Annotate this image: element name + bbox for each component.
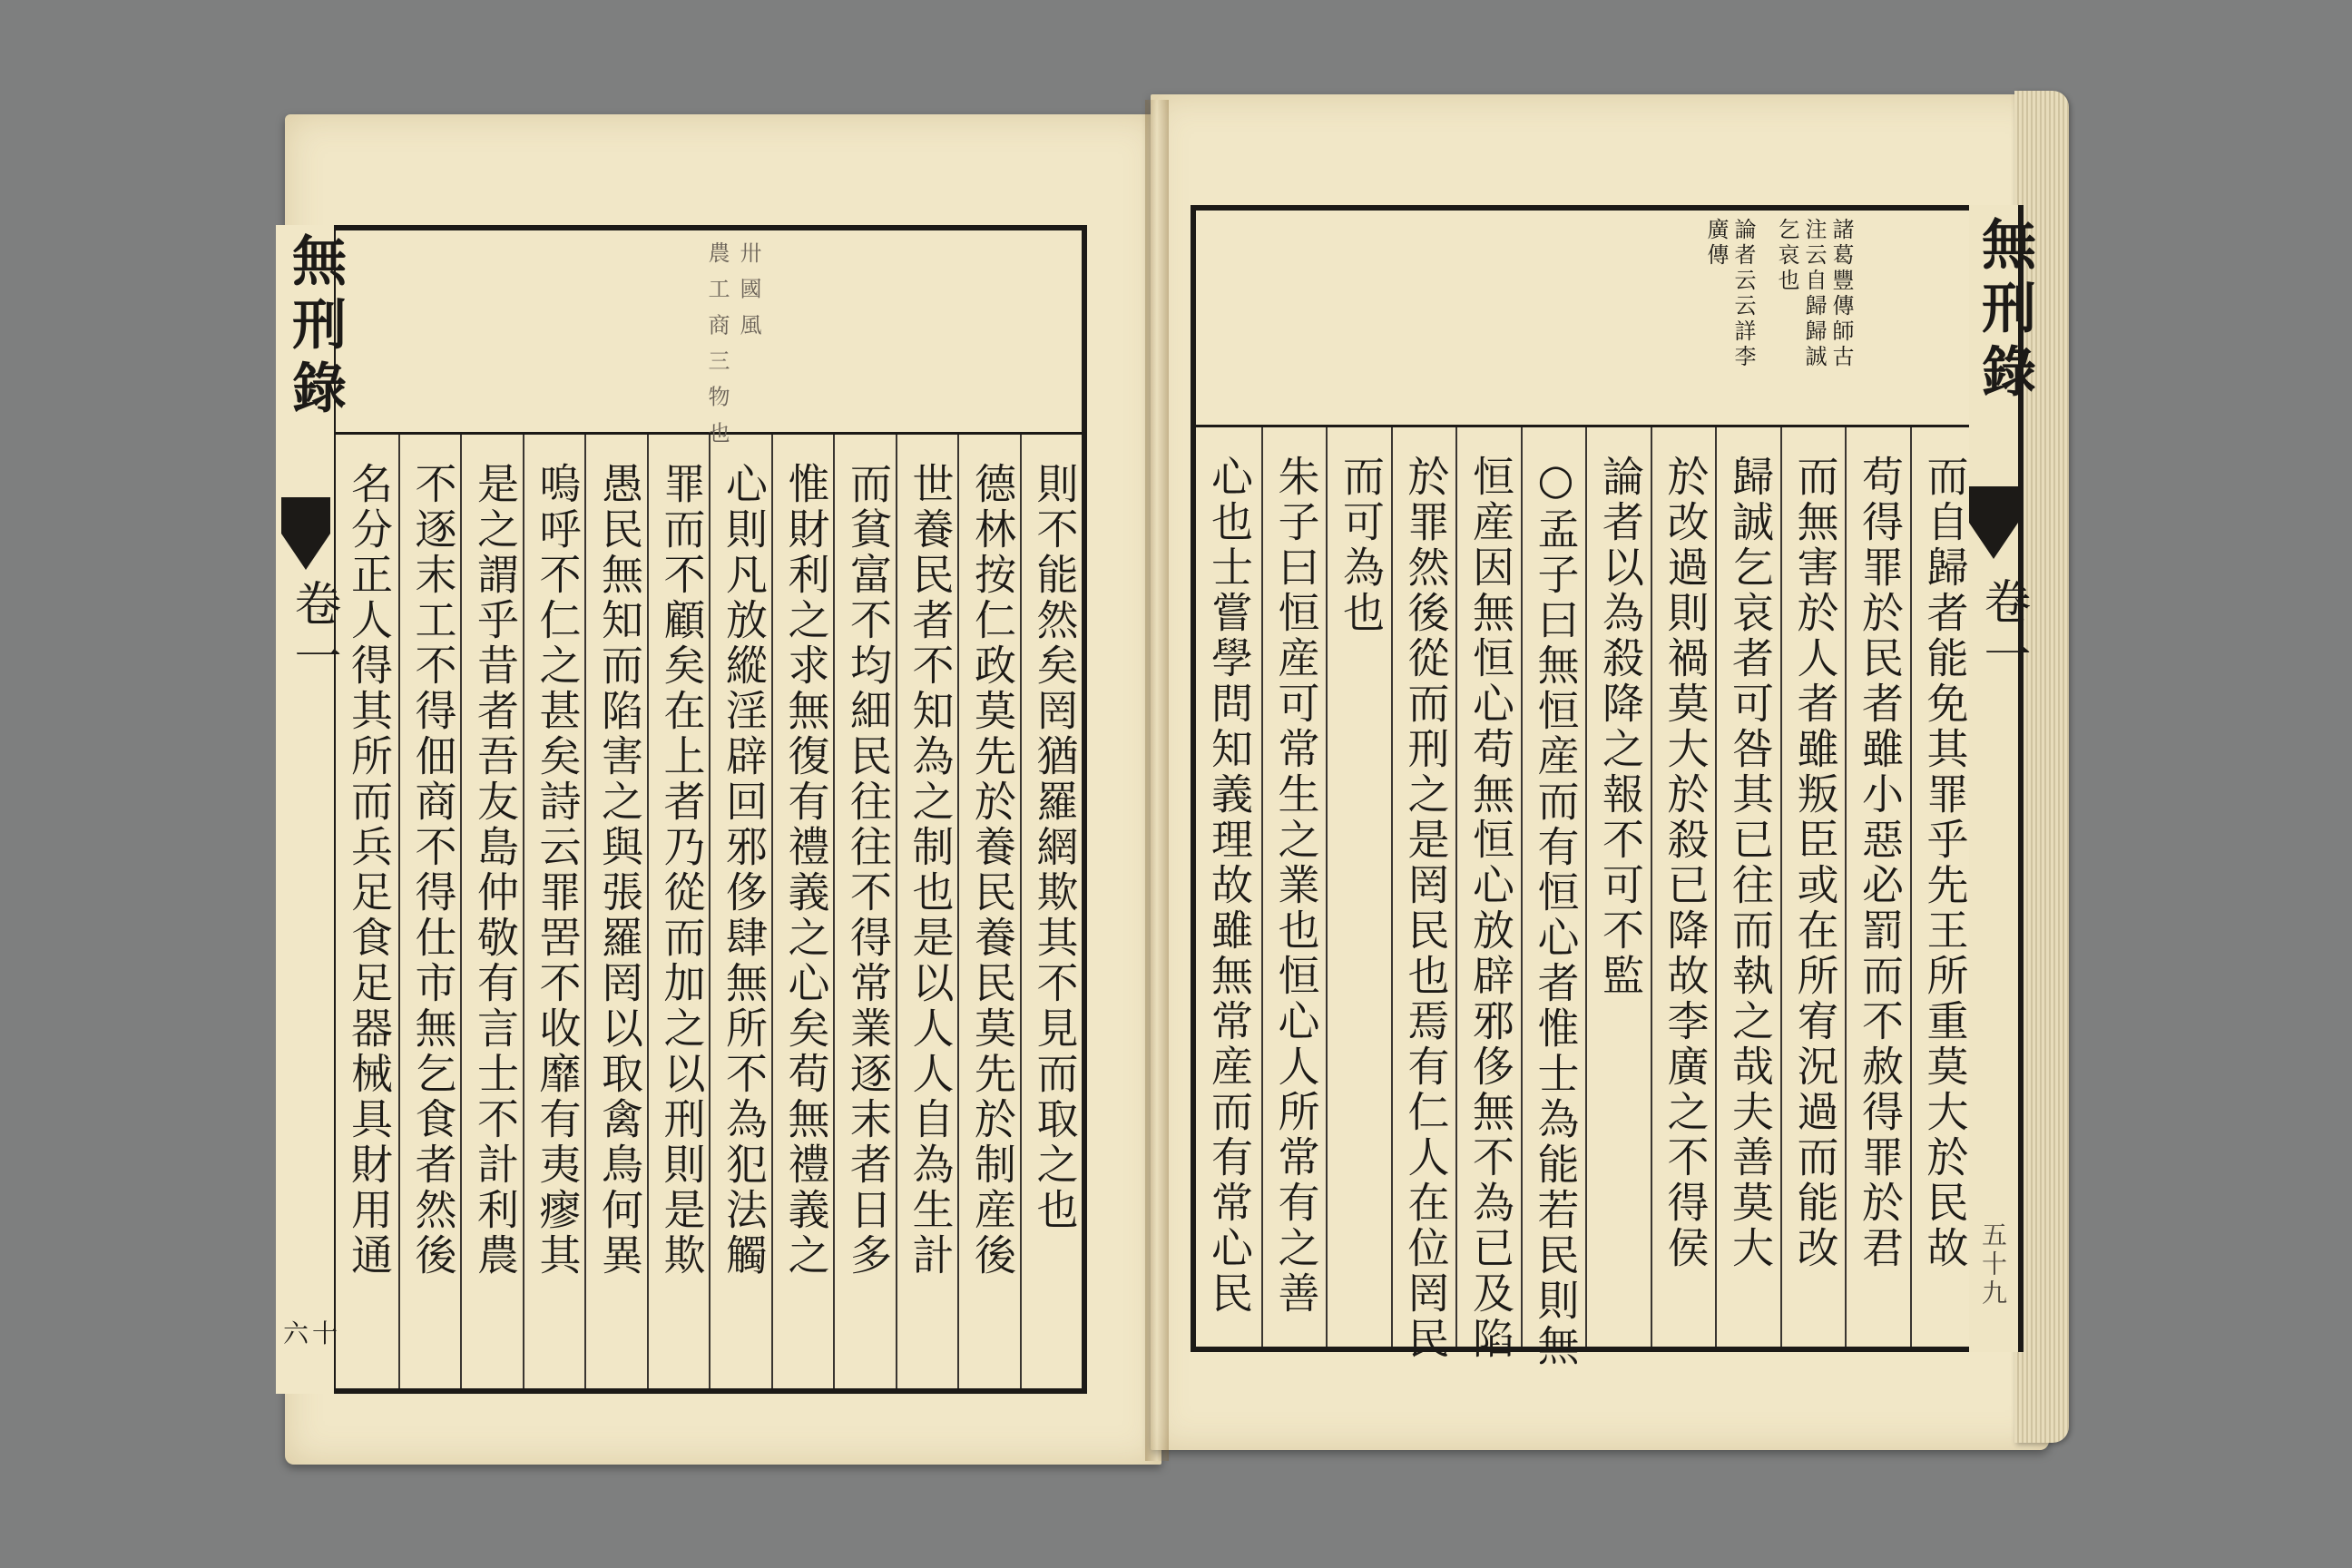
left-page-text-line: 惟財利之求無復有禮義之心矣苟無禮義之 xyxy=(781,462,831,1279)
left-page-column xyxy=(647,435,711,1388)
left-page-column xyxy=(896,435,960,1388)
right-page-text-line: 朱子曰恒産可常生之業也恒心人所常有之善 xyxy=(1271,455,1321,1317)
left-page-text-line: 德林按仁政莫先於養民養民莫先於制産後 xyxy=(968,462,1017,1279)
right-page-text-line: 於罪然後從而刑之是罔民也焉有仁人在位罔民 xyxy=(1401,455,1451,1362)
left-page-text-line: 是之謂乎昔者吾友島仲敬有言士不計利農 xyxy=(471,462,520,1279)
right-page-text-line: 恒産因無恒心苟無恒心放辟邪侈無不為已及陷 xyxy=(1466,455,1515,1362)
left-page-column xyxy=(833,435,897,1388)
left-page-column xyxy=(1020,435,1084,1388)
left-header-band xyxy=(336,230,1082,447)
right-page-column xyxy=(1910,427,1977,1347)
left-page-column xyxy=(771,435,836,1388)
right-header-note-4: 論者云云詳李 xyxy=(1730,218,1756,370)
right-page-column xyxy=(1715,427,1782,1347)
right-page-text-line: 心也士嘗學問知義理故雖無常産而有常心民 xyxy=(1205,455,1254,1317)
left-page-text-line: 愚民無知而陷害之與張羅罔以取禽鳥何異 xyxy=(595,462,644,1279)
left-page-text-line: 世養民者不知為之制也是以人人自為生計 xyxy=(906,462,956,1279)
right-page-text-line: 論者以為殺降之報不可不監 xyxy=(1596,455,1645,999)
left-page-text-line: 嗚呼不仁之甚矣詩云罪罟不收靡有夷瘳其 xyxy=(533,462,583,1279)
right-header-note-2: 注云自歸歸誠 xyxy=(1801,218,1827,370)
left-page-column xyxy=(584,435,649,1388)
right-header-band xyxy=(1196,211,2007,427)
left-header-note-2: 農 工 商 三 物 也 xyxy=(704,241,730,447)
right-page-text-line: 於改過則禍莫大於殺已降故李廣之不得侯 xyxy=(1661,455,1710,1271)
right-page-column xyxy=(1196,427,1261,1347)
left-page-frame xyxy=(330,225,1087,1394)
left-spine-margin xyxy=(276,225,347,1394)
right-header-note-1: 諸葛豐傳師古 xyxy=(1828,218,1854,370)
right-page-column xyxy=(1261,427,1328,1347)
right-header-note-3: 乞哀也 xyxy=(1774,218,1799,294)
book-gutter xyxy=(1145,100,1169,1461)
right-page-frame xyxy=(1191,205,2007,1369)
left-page-column xyxy=(460,435,524,1388)
right-fish-tail-point xyxy=(1969,523,2018,559)
left-page-text-line: 而貧富不均細民往往不得常業逐末者日多 xyxy=(844,462,893,1279)
right-page-text-line: 苟得罪於民者雖小惡必罰而不赦得罪於君 xyxy=(1856,455,1905,1271)
left-page-column xyxy=(523,435,587,1388)
right-book-title: 無刑錄 xyxy=(1973,216,2036,407)
fish-tail-mark-top xyxy=(281,497,330,534)
left-text-columns xyxy=(336,435,1082,1388)
right-fish-tail-top xyxy=(1969,486,2018,523)
left-page-text-line: 罪而不顧矣在上者乃從而加之以刑則是欺 xyxy=(657,462,707,1279)
right-page-column xyxy=(1455,427,1523,1362)
right-page-column xyxy=(1651,427,1718,1347)
left-page-text-line: 名分正人得其所而兵足食足器械具財用通 xyxy=(345,462,394,1279)
left-book-title: 無刑錄 xyxy=(283,232,347,423)
fish-tail-mark-point xyxy=(281,534,330,570)
left-page-number: 六十 xyxy=(283,1318,342,1348)
right-page-text-line: 而自歸者能免其罪乎先王所重莫大於民故 xyxy=(1920,455,1970,1271)
left-page-text-line: 心則凡放縱淫辟回邪侈肆無所不為犯法觸 xyxy=(720,462,769,1279)
right-page-text-line: 歸誠乞哀者可咎其已往而執之哉夫善莫大 xyxy=(1726,455,1775,1271)
right-page-column xyxy=(1585,427,1652,1347)
right-page-text-line: 而無害於人者雖叛臣或在所宥況過而能改 xyxy=(1790,455,1840,1271)
right-volume-label: 卷一 xyxy=(1975,577,2030,682)
left-header-note-1: 卅 國 風 xyxy=(736,241,761,339)
left-page-column xyxy=(336,435,398,1388)
right-page-column xyxy=(1780,427,1847,1347)
left-volume-label: 卷一 xyxy=(286,579,340,684)
right-spine-margin xyxy=(1969,205,2036,1352)
left-page-text-line: 則不能然矣罔猶羅網欺其不見而取之也 xyxy=(1030,462,1080,1233)
left-page-column xyxy=(398,435,463,1388)
right-page-text-line: ○孟子曰無恒産而有恒心者惟士為能若民則無 xyxy=(1531,455,1581,1369)
right-text-columns xyxy=(1196,427,2007,1369)
left-page-column xyxy=(709,435,773,1388)
right-page-number: 五十九 xyxy=(1978,1221,2008,1308)
right-page-column xyxy=(1391,427,1458,1362)
right-page-text-line: 而可為也 xyxy=(1337,455,1386,636)
right-header-note-5: 廣傳 xyxy=(1703,218,1729,269)
right-page-column xyxy=(1326,427,1393,1347)
left-page-text-line: 不逐末工不得佃商不得仕市無乞食者然後 xyxy=(408,462,458,1279)
right-page-column xyxy=(1845,427,1912,1347)
left-page-column xyxy=(957,435,1022,1388)
right-page-column xyxy=(1521,427,1588,1369)
